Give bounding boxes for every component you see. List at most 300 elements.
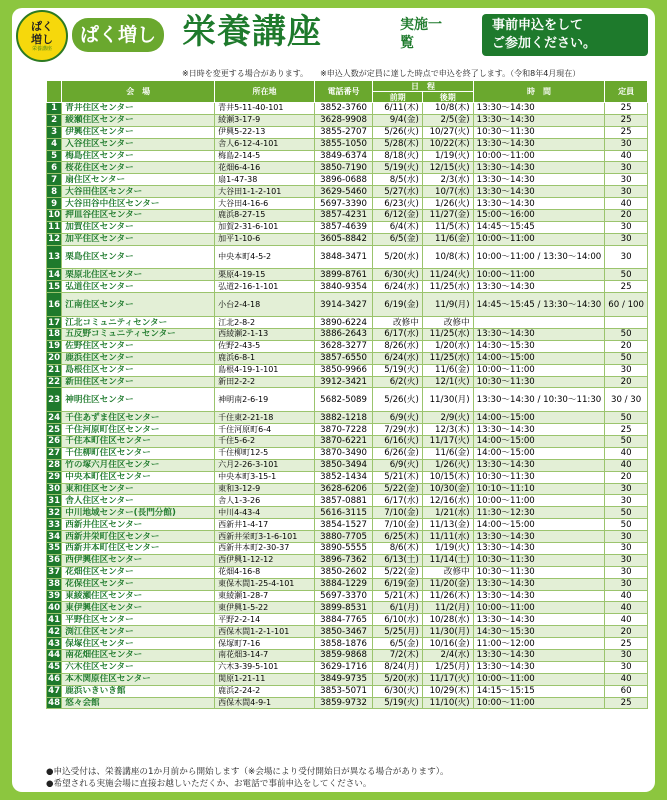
capacity: 40 [605,614,648,626]
capacity: 40 [605,447,648,459]
venue-phone: 3629-1716 [314,661,373,673]
second-term-date: 11/10(火) [422,697,473,709]
venue-address: 綾瀬3-17-9 [215,114,315,126]
venue-address: 平野2-2-14 [215,614,315,626]
first-term-date: 7/10(金) [373,507,423,519]
table-row [47,150,648,162]
table-row [47,114,648,126]
first-term-date: 6/26(金) [373,447,423,459]
row-number: 30 [48,483,61,494]
venue-address: 花畑4-16-8 [215,566,315,578]
venue-phone: 3884-1229 [314,578,373,590]
second-term-date: 改修中 [422,566,473,578]
venue-phone: 3852-3760 [314,103,373,115]
venue-name: 鹿浜いきいき館 [62,685,215,697]
capacity: 30 [605,162,648,174]
session-time: 13:30～14:30 [473,459,605,471]
venue-phone: 3870-6221 [314,435,373,447]
session-time: 13:30～14:30 [473,531,605,543]
first-term-date: 5/22(金) [373,483,423,495]
second-term-date: 11/26(木) [422,590,473,602]
table-row [47,245,648,269]
row-number: 3 [47,126,62,138]
venue-name: 桜花住区センター [62,162,215,174]
second-term-date: 10/8(木) [422,245,473,269]
venue-name: 江北コミュニティセンター [62,317,215,329]
second-term-date: 12/1(火) [422,376,473,388]
session-time: 13:30～14:30 [473,578,605,590]
venue-address: 小台2-4-18 [215,293,315,317]
table-row [47,566,648,578]
venue-address: 大谷田4-16-6 [215,198,315,210]
first-term-date: 8/18(火) [373,150,423,162]
venue-name: 千住本町住区センター [62,435,215,447]
venue-name: 西新井住区センター [62,519,215,531]
venue-phone: 3899-8531 [314,602,373,614]
venue-name: 千住あずま住区センター [62,412,215,424]
venue-address: 東保木間1-25-4-101 [215,578,315,590]
venue-phone: 3882-1218 [314,412,373,424]
venue-address: 花畑6-4-16 [215,162,315,174]
second-term-date: 11/13(金) [422,519,473,531]
first-term-date: 6/24(水) [373,352,423,364]
venue-address: 鹿浜8-27-15 [215,210,315,222]
venue-phone: 3914-3427 [314,293,373,317]
table-row [47,602,648,614]
row-number: 37 [48,567,61,578]
second-term-date: 11/27(金) [422,210,473,222]
first-term-date: 8/6(木) [373,543,423,555]
capacity: 50 [605,412,648,424]
row-number: 15 [48,281,61,292]
venue-address: 東綾瀬1-28-7 [215,590,315,602]
venue-address: 扇1-47-38 [215,174,315,186]
venue-name: 東綾瀬住区センター [62,590,215,602]
second-term-date: 11/2(月) [422,602,473,614]
row-number: 31 [48,495,61,506]
first-term-date: 6/30(火) [373,269,423,281]
header-no [47,81,62,103]
venue-address: 千住河原町6-4 [215,424,315,436]
session-time: 11:30～12:30 [473,507,605,519]
apply-line-2: ご参加ください。 [492,36,597,51]
capacity: 30 [605,138,648,150]
first-term-date: 6/17(水) [373,495,423,507]
first-term-date: 6/9(火) [373,459,423,471]
session-time [473,317,605,329]
table-row [47,340,648,352]
venue-address: 弘道2-16-1-101 [215,281,315,293]
table-row [47,590,648,602]
first-term-date: 5/28(木) [373,138,423,150]
session-time: 10:30～11:30 [473,471,605,483]
venue-name: 梅島住区センター [62,150,215,162]
row-number: 21 [48,365,61,376]
venue-name: 中川地域センター(長門分館) [62,507,215,519]
venue-address: 千住5-6-2 [215,435,315,447]
session-time: 13:30～14:30 [473,162,605,174]
venue-phone: 5697-3370 [314,590,373,602]
venue-address: 新田2-2-2 [215,376,315,388]
row-number: 36 [48,555,61,566]
first-term-date: 6/9(火) [373,412,423,424]
venue-name: 江南住区センター [62,293,215,317]
venue-phone: 3629-5460 [314,186,373,198]
table-row [47,328,648,340]
first-term-date: 5/20(水) [373,245,423,269]
venue-address: 中川4-43-4 [215,507,315,519]
header-schedule: 日 程 [373,81,473,92]
second-term-date: 2/3(水) [422,174,473,186]
session-time: 13:30～14:30 / 10:30～11:30 [473,388,605,412]
capacity: 30 [605,245,648,269]
capacity: 25 [605,114,648,126]
capacity: 40 [605,459,648,471]
venue-phone: 3850-2602 [314,566,373,578]
first-term-date: 5/27(水) [373,186,423,198]
first-term-date: 8/26(水) [373,340,423,352]
session-time: 10:30～11:30 [473,554,605,566]
capacity: 30 [605,364,648,376]
row-number: 25 [48,424,61,435]
first-term-date: 5/21(木) [373,471,423,483]
table-row [47,424,648,436]
first-term-date: 5/21(木) [373,590,423,602]
second-term-date: 11/17(火) [422,673,473,685]
table-body [47,103,648,709]
capacity: 25 [605,103,648,115]
venue-address: 千住東2-21-18 [215,412,315,424]
venue-name: 弘道住区センター [62,281,215,293]
row-number: 41 [48,614,61,625]
venue-address: 加賀2-31-6-101 [215,221,315,233]
footer-note-1: ●申込受付は、栄養講座の1か月前から開始します（※会場により受付開始日が異なる場合があります）。 [46,767,449,777]
header-venue: 会 場 [62,81,215,103]
second-term-date: 10/15(木) [422,471,473,483]
session-time: 14:00～15:00 [473,519,605,531]
first-term-date: 6/1(月) [373,602,423,614]
venue-address: 関原1-21-11 [215,673,315,685]
venue-phone: 3870-3490 [314,447,373,459]
capacity: 30 [605,483,648,495]
venue-phone: 3850-3494 [314,459,373,471]
row-number: 22 [48,376,61,387]
venue-name: 保塚住区センター [62,638,215,650]
first-term-date: 6/24(水) [373,281,423,293]
first-term-date: 6/13(土) [373,554,423,566]
row-number: 2 [47,114,62,126]
venue-name: 加賀住区センター [62,221,215,233]
first-term-date: 6/12(金) [373,210,423,222]
venue-name: 竹の塚六月住区センター [62,459,215,471]
venue-address: 鹿浜2-24-2 [215,685,315,697]
table-row [47,495,648,507]
page-subtitle: 実施一覧 [400,17,442,51]
venue-name: 栗島住区センター [62,245,215,269]
session-time: 13:30～14:30 [473,328,605,340]
second-term-date: 11/20(金) [422,578,473,590]
footer [46,766,646,790]
capacity: 60 [605,685,648,697]
table-row [47,376,648,388]
table-row [47,352,648,364]
venue-name: 花畑住区センター [62,566,215,578]
venue-name: 東伊興住区センター [62,602,215,614]
venue-phone: 3855-2707 [314,126,373,138]
second-term-date: 1/19(火) [422,543,473,555]
row-number: 9 [47,198,62,210]
session-time: 14:00～15:00 [473,435,605,447]
second-term-date: 10/22(木) [422,138,473,150]
first-term-date: 6/5(金) [373,233,423,245]
session-time: 13:30～14:30 [473,650,605,662]
venue-address: 加平1-10-6 [215,233,315,245]
first-term-date: 6/30(火) [373,685,423,697]
venue-phone: 3853-5071 [314,685,373,697]
venue-phone: 3886-2643 [314,328,373,340]
capacity: 50 [605,328,648,340]
table-row [47,471,648,483]
venue-name: 新田住区センター [62,376,215,388]
table-row [47,221,648,233]
venue-phone: 3899-8761 [314,269,373,281]
table-row [47,233,648,245]
header-capacity: 定員 [605,81,648,103]
second-term-date: 1/26(火) [422,198,473,210]
table-row [47,210,648,222]
row-number: 47 [48,686,61,697]
venue-address: 江北2-8-2 [215,317,315,329]
first-term-date: 5/19(火) [373,162,423,174]
capacity: 40 [605,673,648,685]
venue-address: 中央本町4-5-2 [215,245,315,269]
first-term-date: 5/26(火) [373,126,423,138]
session-time: 13:30～14:30 [473,590,605,602]
row-number: 28 [48,460,61,471]
table-row [47,578,648,590]
venue-name: 本木関原住区センター [62,673,215,685]
table-row [47,293,648,317]
session-time: 10:10～11:10 [473,483,605,495]
venue-name: 西新井栄町住区センター [62,531,215,543]
session-time: 10:00～11:00 [473,697,605,709]
schedule-table [46,80,648,709]
session-time: 11:00～12:00 [473,638,605,650]
venue-phone: 3884-7765 [314,614,373,626]
session-time: 13:30～14:30 [473,186,605,198]
venue-phone: 5682-5089 [314,388,373,412]
second-term-date: 11/6(金) [422,233,473,245]
first-term-date: 5/19(火) [373,364,423,376]
second-term-date: 1/26(火) [422,459,473,471]
session-time: 13:30～14:30 [473,614,605,626]
venue-address: 六月2-26-3-101 [215,459,315,471]
second-term-date: 11/24(火) [422,269,473,281]
venue-name: 六木住区センター [62,661,215,673]
row-number: 18 [48,329,61,340]
capacity: 25 [605,697,648,709]
venue-name: 青井住区センター [62,103,215,115]
capacity: 20 [605,340,648,352]
session-time: 15:00～16:00 [473,210,605,222]
table-row [47,531,648,543]
row-number: 44 [48,650,61,661]
table-row [47,626,648,638]
venue-phone: 3859-9732 [314,697,373,709]
first-term-date: 5/19(火) [373,697,423,709]
header [12,8,655,64]
capacity: 50 [605,352,648,364]
capacity: 30 [605,186,648,198]
venue-address: 鹿浜6-8-1 [215,352,315,364]
venue-phone: 3890-6224 [314,317,373,329]
session-time: 10:30～11:30 [473,376,605,388]
capacity: 40 [605,590,648,602]
first-term-date: 8/5(水) [373,174,423,186]
row-number: 42 [48,626,61,637]
venue-name: 佐野住区センター [62,340,215,352]
session-time: 13:30～14:30 [473,174,605,186]
row-number: 45 [48,662,61,673]
row-number: 10 [48,210,61,221]
row-number: 11 [48,222,61,233]
row-number: 33 [48,519,61,530]
venue-name: 悠々会館 [62,697,215,709]
capacity: 25 [605,638,648,650]
session-time: 10:30～11:30 [473,566,605,578]
capacity: 20 [605,626,648,638]
table-row [47,519,648,531]
session-time: 14:45～15:45 [473,221,605,233]
table-row [47,412,648,424]
second-term-date: 11/9(月) [422,293,473,317]
session-time: 10:00～11:00 [473,233,605,245]
venue-name: 伊興住区センター [62,126,215,138]
venue-address: 西伊興1-12-12 [215,554,315,566]
first-term-date: 6/25(木) [373,531,423,543]
row-number: 7 [47,174,62,186]
session-time: 10:00～11:00 [473,602,605,614]
session-time: 10:00～11:00 / 13:30～14:00 [473,245,605,269]
second-term-date: 10/30(金) [422,483,473,495]
table-row [47,673,648,685]
session-time: 13:30～14:30 [473,103,605,115]
venue-phone: 3855-1050 [314,138,373,150]
venue-phone: 3880-7705 [314,531,373,543]
header-second-term: 後期 [422,92,473,103]
session-time: 13:30～14:30 [473,543,605,555]
row-number: 38 [48,579,61,590]
capacity: 30 [605,543,648,555]
venue-address: 舎人1-3-26 [215,495,315,507]
venue-name: 花保住区センター [62,578,215,590]
venue-name: 南花畑住区センター [62,650,215,662]
first-term-date: 5/26(火) [373,388,423,412]
session-time: 10:00～11:00 [473,673,605,685]
table-row [47,614,648,626]
venue-name: 加平住区センター [62,233,215,245]
venue-phone: 3854-1527 [314,519,373,531]
table-row [47,554,648,566]
venue-address: 西保木間4-9-1 [215,697,315,709]
logo [16,10,68,62]
venue-phone: 3840-9354 [314,281,373,293]
second-term-date: 10/28(水) [422,614,473,626]
venue-phone: 3858-1876 [314,638,373,650]
table-row [47,269,648,281]
row-number: 4 [47,138,62,150]
venue-phone: 3849-9735 [314,673,373,685]
header-phone: 電話番号 [314,81,373,103]
row-number: 24 [48,412,61,423]
row-number: 5 [47,150,62,162]
second-term-date: 1/25(月) [422,661,473,673]
venue-phone: 3849-6374 [314,150,373,162]
row-number: 12 [48,234,61,245]
second-term-date: 10/29(木) [422,685,473,697]
table-row [47,186,648,198]
session-time: 14:30～15:30 [473,626,605,638]
venue-name: 栗原北住区センター [62,269,215,281]
capacity [605,317,648,329]
second-term-date: 10/8(木) [422,103,473,115]
session-time: 14:00～15:00 [473,447,605,459]
venue-address: 西綾瀬2-1-13 [215,328,315,340]
row-number: 40 [48,602,61,613]
first-term-date: 5/22(金) [373,566,423,578]
first-term-date: 6/4(木) [373,221,423,233]
venue-name: 西伊興住区センター [62,554,215,566]
footer-note-2: ●希望される実施会場に直接お越しいただくか、お電話で事前申込をしてください。 [46,779,372,789]
session-time: 13:30～14:30 [473,281,605,293]
capacity: 30 [605,566,648,578]
row-number: 17 [48,317,61,328]
venue-address: 千住柳町12-5 [215,447,315,459]
capacity: 30 [605,174,648,186]
second-term-date: 10/16(金) [422,638,473,650]
capacity: 30 [605,650,648,662]
row-number: 26 [48,436,61,447]
venue-name: 東和住区センター [62,483,215,495]
first-term-date: 6/2(火) [373,376,423,388]
row-number: 29 [48,472,61,483]
second-term-date: 11/25(水) [422,352,473,364]
venue-address: 南花畑3-14-7 [215,650,315,662]
logo-tagline: 栄養講座 [31,46,52,52]
capacity: 60 / 100 [605,293,648,317]
table-row [47,435,648,447]
capacity: 50 [605,435,648,447]
row-number: 43 [48,638,61,649]
table-row [47,483,648,495]
first-term-date: 6/16(火) [373,435,423,447]
table-row [47,661,648,673]
apply-line-1: 事前申込をして [492,18,584,33]
venue-name: 中央本町住区センター [62,471,215,483]
venue-phone: 3850-7190 [314,162,373,174]
second-term-date: 改修中 [422,317,473,329]
first-term-date: 7/29(水) [373,424,423,436]
venue-name: 神明住区センター [62,388,215,412]
apply-notice [482,14,648,56]
row-number: 27 [48,448,61,459]
second-term-date: 11/14(土) [422,554,473,566]
row-number: 34 [48,531,61,542]
venue-phone: 3857-4639 [314,221,373,233]
venue-address: 西新井栄町3-1-6-101 [215,531,315,543]
venue-address: 佐野2-43-5 [215,340,315,352]
row-number: 46 [48,674,61,685]
